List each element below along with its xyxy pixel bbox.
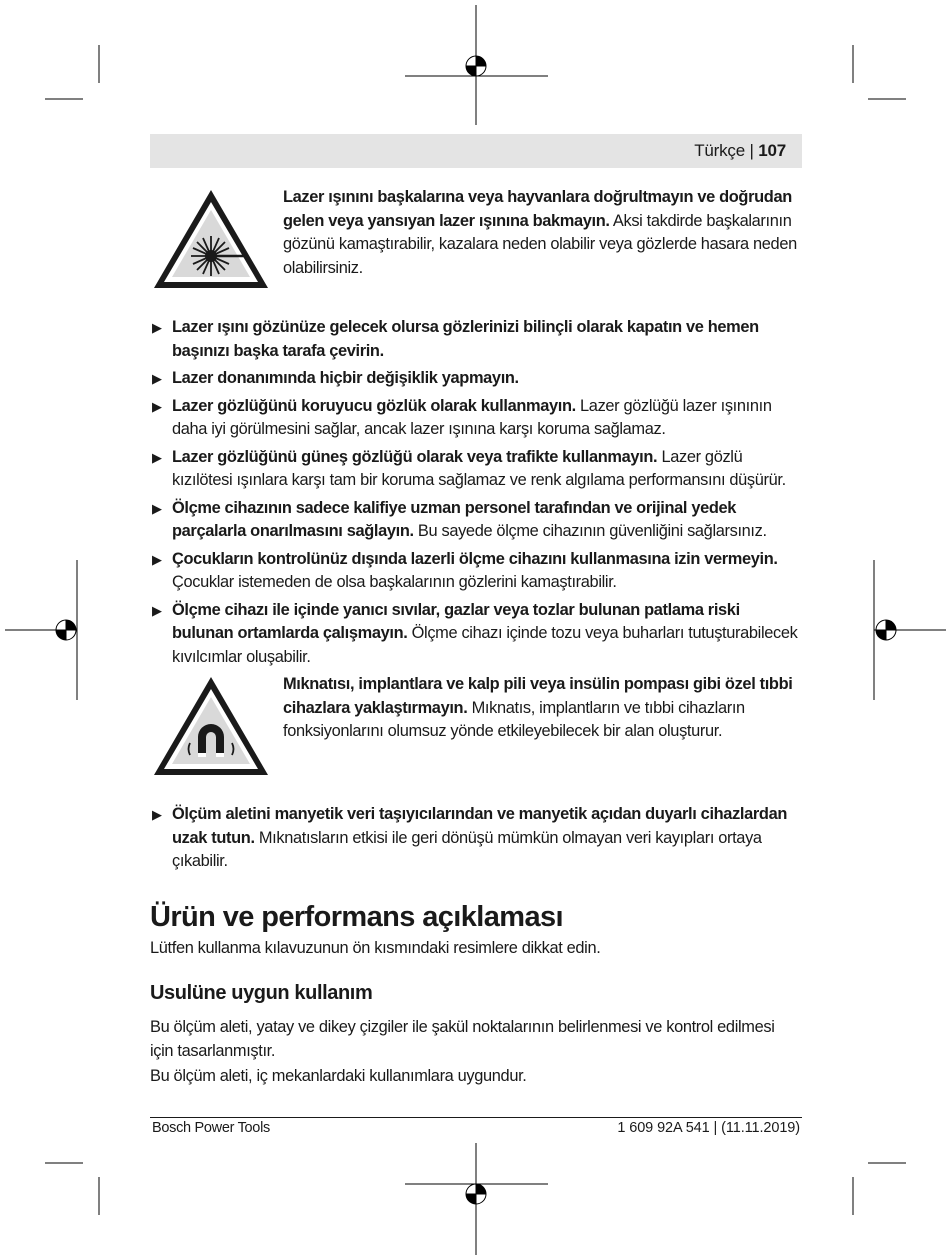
bullet-bold: Lazer donanımında hiçbir değişiklik yapmayın. [172, 369, 519, 387]
list-item [150, 599, 800, 670]
laser-warning-icon [150, 186, 283, 294]
bullet-bold: Çocukların kontrolünüz dışında lazerli ölçme cihazını kullanmasına izin vermeyin. [172, 549, 778, 568]
bullet-triangle-icon: ▶ [152, 500, 162, 516]
bullet-triangle-icon: ▶ [152, 551, 162, 567]
list-item [150, 446, 800, 493]
footer-brand: Bosch Power Tools [152, 1120, 270, 1136]
footer-divider [150, 1117, 802, 1118]
magnet-warning-text [283, 673, 800, 744]
section-subtitle: Usulüne uygun kullanım [150, 982, 373, 1004]
magnet-warning-block [150, 673, 800, 781]
list-item [150, 803, 800, 874]
bullet-bold: Lazer ışını gözünüze gelecek olursa gözlerinizi bilinçli olarak kapatın ve hemen başınızı başka tarafa çevirin. [172, 318, 759, 360]
list-item [150, 316, 800, 363]
section-title: Ürün ve performans açıklaması [150, 900, 563, 933]
magnet-bullet-list [150, 803, 800, 874]
bullet-triangle-icon: ▶ [152, 807, 162, 822]
bullet-triangle-icon: ▶ [152, 320, 162, 335]
header-label [694, 141, 786, 161]
intended-use-paragraph: Bu ölçüm aleti, yatay ve dikey çizgiler ile şakül noktalarının belirlenmesi ve kontrol edilmesi için tasarlanmıştır. [150, 1018, 775, 1060]
laser-warning-bold: Lazer ışınını başkalarına veya hayvanlara doğrultmayın ve doğrudan gelen veya yansıyan lazer ışınına bakmayın. [283, 188, 792, 230]
bullet-text: Lazer gözlü kızılötesi ışınlara karşı tam bir koruma sağlamaz ve renk algılama performansını düşürür. [172, 447, 786, 489]
magnet-warning-detail: Mıknatıs, implantların ve tıbbi cihazların fonksiyonlarını olumsuz yönde etkileyebilecek bir alan oluşturur. [283, 698, 745, 740]
bullet-bold: Ölçme cihazının sadece kalifiye uzman personel tarafından ve orijinal yedek parçalarla onarılmasını sağlayın. [172, 498, 737, 540]
header-language: Türkçe [694, 141, 745, 160]
bullet-bold: Ölçüm aletini manyetik veri taşıyıcılarından ve manyetik açıdan duyarlı cihazlardan uzak tutun. [172, 805, 788, 847]
bullet-text: Lazer gözlüğü lazer ışınının daha iyi görülmesini sağlar, ancak lazer ışınına karşı koruma sağlamaz. [172, 396, 772, 438]
page-content [150, 186, 800, 1089]
list-item [150, 395, 800, 442]
page-number: 107 [758, 141, 786, 160]
list-item [150, 497, 800, 544]
bullet-text: Ölçme cihazı içinde tozu veya buharları tutuşturabilecek kıvılcımlar oluşabilir. [172, 624, 798, 666]
laser-warning-detail: Aksi takdirde başkalarının gözünü kamaştırabilir, kazalara neden olabilir veya gözlerde hasara neden olabilirsiniz. [283, 211, 797, 277]
magnet-warning-bold: Mıknatısı, implantlara ve kalp pili veya insülin pompası gibi özel tıbbi cihazlara yaklaştırmayın. [283, 675, 793, 717]
bullet-bold: Lazer gözlüğünü güneş gözlüğü olarak veya trafikte kullanmayın. [172, 447, 658, 466]
laser-warning-text [283, 186, 800, 280]
bullet-triangle-icon: ▶ [152, 449, 162, 465]
bullet-bold: Lazer gözlüğünü koruyucu gözlük olarak kullanmayın. [172, 396, 576, 415]
list-item [150, 548, 800, 595]
list-item [150, 367, 800, 391]
bullet-triangle-icon: ▶ [152, 371, 162, 386]
page-header [150, 134, 802, 168]
indoor-use-paragraph: Bu ölçüm aleti, iç mekanlardaki kullanımlara uygundur. [150, 1067, 527, 1085]
safety-bullet-list [150, 316, 800, 669]
bullet-text: Mıknatısların etkisi ile geri dönüşü mümkün olmayan veri kayıpları ortaya çıkabilir. [172, 828, 762, 870]
section-intro: Lütfen kullanma kılavuzunun ön kısmındaki resimlere dikkat edin. [150, 938, 601, 957]
bullet-triangle-icon: ▶ [152, 602, 162, 618]
bullet-triangle-icon: ▶ [152, 398, 162, 414]
bullet-text: Bu sayede ölçme cihazının güvenliğini sağlarsınız. [413, 522, 767, 540]
magnet-warning-icon [150, 673, 283, 781]
bullet-bold: Ölçme cihazı ile içinde yanıcı sıvılar, gazlar veya tozlar bulunan patlama riski bulunan ortamlarda çalışmayın. [172, 600, 740, 642]
header-separator: | [749, 141, 754, 160]
laser-warning-block [150, 186, 800, 294]
footer-doc-number: 1 609 92A 541 | (11.11.2019) [617, 1120, 800, 1136]
bullet-text: Çocuklar istemeden de olsa başkalarının gözlerini kamaştırabilir. [172, 573, 617, 591]
